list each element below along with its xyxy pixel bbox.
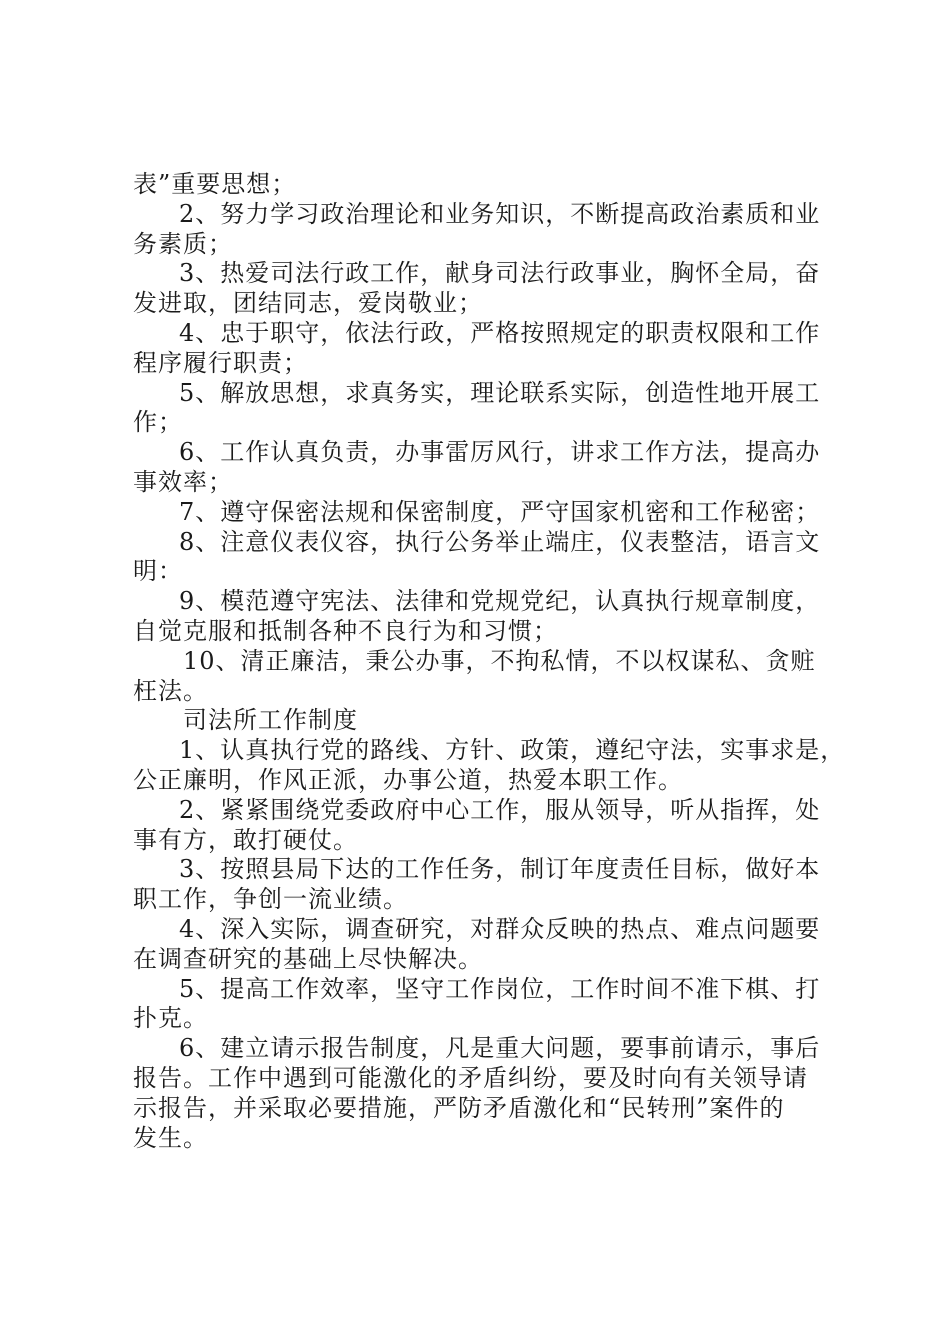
text-line: 6、建立请示报告制度，凡是重大问题，要事前请示，事后 [179, 1034, 821, 1063]
text-line: 5、解放思想，求真务实，理论联系实际，创造性地开展工 [179, 378, 821, 407]
text-line: 4、忠于职守，依法行政，严格按照规定的职责权限和工作 [179, 318, 821, 347]
text-line: 发进取，团结同志，爱岗敬业； [133, 289, 483, 318]
text-line: 作； [133, 408, 183, 437]
text-line: 3、热爱司法行政工作，献身司法行政事业，胸怀全局，奋 [179, 259, 821, 288]
text-line: 1、认真执行党的路线、方针、政策，遵纪守法，实事求是， [179, 736, 846, 765]
text-line: 事效率； [133, 467, 233, 496]
text-line: 职工作，争创一流业绩。 [133, 885, 408, 914]
text-line: 2、努力学习政治理论和业务知识，不断提高政治素质和业 [179, 199, 821, 228]
text-line: 自觉克服和抵制各种不良行为和习惯； [133, 616, 558, 645]
text-line: 务素质； [133, 229, 233, 258]
text-line: 发生。 [133, 1123, 208, 1152]
text-line: 9、模范遵守宪法、法律和党规党纪，认真执行规章制度， [179, 587, 821, 616]
text-line: 明： [133, 557, 183, 586]
text-line: 8、注意仪表仪容，执行公务举止端庄，仪表整洁，语言文 [179, 527, 821, 556]
text-line: 枉法。 [133, 676, 208, 705]
text-line: 2、紧紧围绕党委政府中心工作，服从领导，听从指挥，处 [179, 795, 821, 824]
text-line: 示报告，并采取必要措施，严防矛盾激化和“民转刑”案件的 [133, 1093, 785, 1122]
text-line: 程序履行职责； [133, 348, 308, 377]
text-line: 7、遵守保密法规和保密制度，严守国家机密和工作秘密； [179, 497, 821, 526]
text-line: 10、清正廉洁，秉公办事，不拘私情，不以权谋私、贪赃 [183, 646, 816, 675]
text-line: 在调查研究的基础上尽快解决。 [133, 944, 483, 973]
document-body [133, 170, 846, 1153]
section-heading: 司法所工作制度 [183, 706, 358, 735]
text-line: 6、工作认真负责，办事雷厉风行，讲求工作方法，提高办 [179, 438, 821, 467]
text-line: 5、提高工作效率，坚守工作岗位，工作时间不准下棋、打 [179, 974, 821, 1003]
text-line: 4、深入实际，调查研究，对群众反映的热点、难点问题要 [179, 914, 821, 943]
text-line: 事有方，敢打硬仗。 [133, 825, 358, 854]
text-line: 公正廉明，作风正派，办事公道，热爱本职工作。 [133, 765, 683, 794]
text-line: 3、按照县局下达的工作任务，制订年度责任目标，做好本 [179, 855, 821, 884]
text-line: 表”重要思想； [133, 170, 297, 198]
text-line: 报告。工作中遇到可能激化的矛盾纠纷，要及时向有关领导请 [133, 1063, 808, 1092]
text-line: 扑克。 [133, 1004, 208, 1033]
